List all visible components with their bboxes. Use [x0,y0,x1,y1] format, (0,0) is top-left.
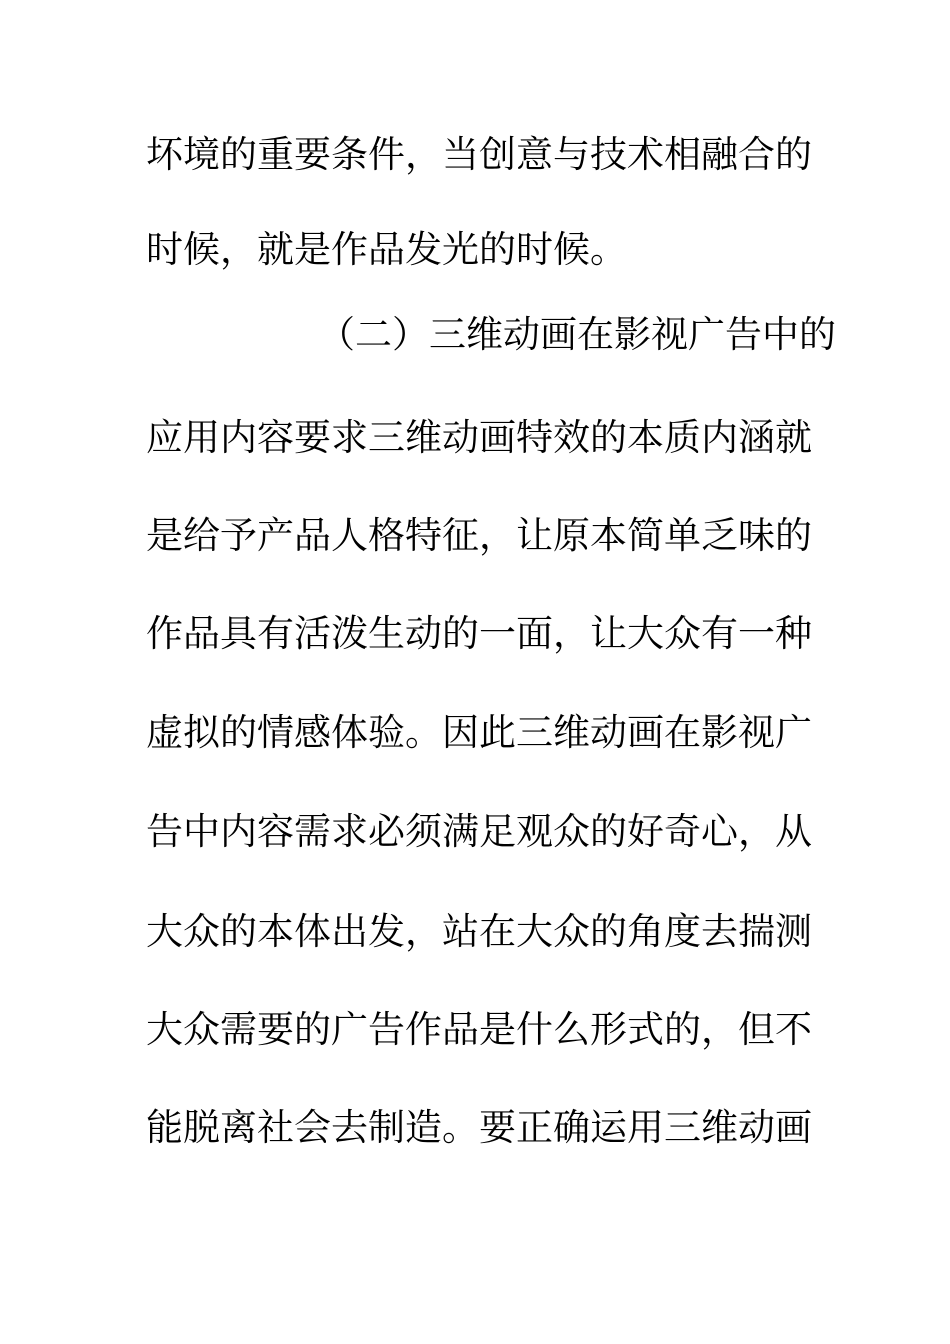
paragraph-line: 是给予产品人格特征，让原本简单乏味的 [146,514,812,557]
paragraph-line: 应用内容要求三维动画特效的本质内涵就 [146,416,812,459]
paragraph-line: 虚拟的情感体验。因此三维动画在影视广 [146,711,812,754]
paragraph-line: 时候，就是作品发光的时候。 [146,228,627,271]
paragraph-line: 作品具有活泼生动的一面，让大众有一种 [146,612,812,655]
paragraph-line: 能脱离社会去制造。要正确运用三维动画 [146,1106,812,1149]
paragraph-line: 告中内容需求必须满足观众的好奇心，从 [146,810,812,853]
paragraph-line: 大众的本体出发，站在大众的角度去揣测 [146,910,812,953]
section-heading: （二）三维动画在影视广告中的 [318,313,836,356]
paragraph-line: 大众需要的广告作品是什么形式的，但不 [146,1008,812,1051]
paragraph-line: 坏境的重要条件，当创意与技术相融合的 [146,133,812,176]
